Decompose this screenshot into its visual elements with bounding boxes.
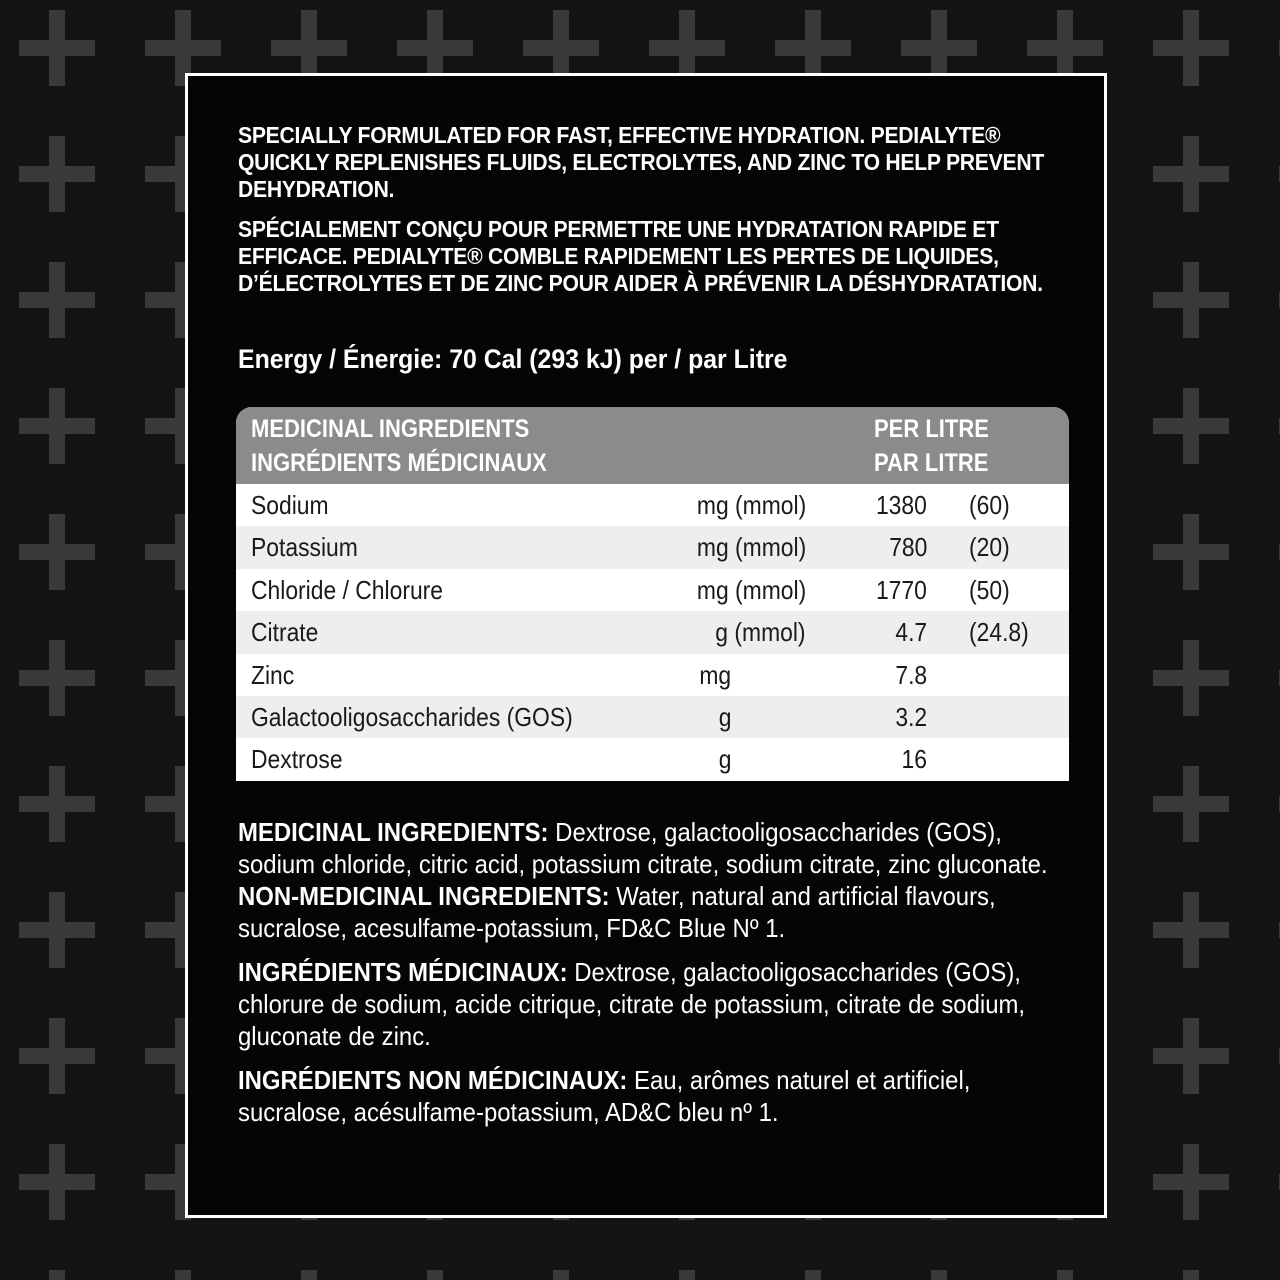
ingredients-label: NON-MEDICINAL INGREDIENTS: bbox=[238, 881, 610, 911]
row-value: 7.8 bbox=[895, 659, 927, 690]
ingredients-text: Eau, arômes naturel et artificiel, sucralose, acésulfame-potassium, AD&C bleu nº 1. bbox=[238, 1065, 971, 1127]
row-unit: mg bbox=[699, 659, 731, 690]
header-ingredients-en: MEDICINAL INGREDIENTS bbox=[251, 415, 530, 443]
table-row bbox=[236, 738, 1069, 780]
row-mmol: (50) bbox=[969, 574, 1010, 605]
row-unit: g (mmol) bbox=[715, 617, 806, 648]
row-name: Galactooligosaccharides (GOS) bbox=[251, 701, 573, 732]
ingredients-text: Water, natural and artificial flavours, sucralose, acesulfame-potassium, FD&C Blue Nº 1. bbox=[238, 881, 996, 943]
row-value: 780 bbox=[888, 532, 927, 563]
ingredients-table bbox=[236, 407, 1069, 781]
header-par-litre: PAR LITRE bbox=[874, 449, 989, 477]
row-name: Dextrose bbox=[251, 744, 343, 775]
row-name: Citrate bbox=[251, 617, 319, 648]
row-name: Zinc bbox=[251, 659, 295, 690]
row-mmol: (24.8) bbox=[969, 617, 1029, 648]
table-row bbox=[236, 526, 1069, 568]
row-name: Potassium bbox=[251, 532, 358, 563]
table-row bbox=[236, 654, 1069, 696]
non-medicinal-ingredients-fr bbox=[238, 1064, 1084, 1128]
energy-line: Energy / Énergie: 70 Cal (293 kJ) per / par Litre bbox=[238, 344, 788, 374]
row-value: 3.2 bbox=[895, 701, 927, 732]
table-row bbox=[236, 696, 1069, 738]
ingredients-label: INGRÉDIENTS MÉDICINAUX: bbox=[238, 957, 568, 987]
row-value: 1380 bbox=[876, 490, 927, 520]
ingredients-text: Dextrose, galactooligosaccharides (GOS), chlorure de sodium, acide citrique, citrate de potassium, citrate de sodium, gluconate de zinc. bbox=[238, 957, 1026, 1051]
medicinal-ingredients-en bbox=[238, 816, 1084, 944]
row-unit: mg (mmol) bbox=[696, 490, 806, 520]
row-mmol: (20) bbox=[969, 532, 1010, 563]
ingredients-label: MEDICINAL INGREDIENTS: bbox=[238, 817, 549, 847]
table-row bbox=[236, 484, 1069, 526]
ingredients-text: Dextrose, galactooligosaccharides (GOS), sodium chloride, citric acid, potassium citrate, sodium citrate, zinc gluconate. bbox=[238, 817, 1048, 879]
row-value: 4.7 bbox=[895, 617, 927, 648]
row-unit: mg (mmol) bbox=[696, 574, 806, 605]
header-per-litre: PER LITRE bbox=[874, 415, 989, 443]
label-content bbox=[238, 122, 1073, 375]
row-unit: g bbox=[718, 701, 731, 732]
intro-french: SPÉCIALEMENT CONÇU POUR PERMETTRE UNE HYDRATATION RAPIDE ET EFFICACE. PEDIALYTE® COMBLE RAPIDEMENT LES PERTES DE LIQUIDES, D’ÉLECTROLYTES ET DE ZINC POUR AIDER À PRÉVENIR LA DÉSHYDRATATION. bbox=[238, 216, 1043, 296]
label-panel bbox=[185, 73, 1107, 1218]
row-value: 16 bbox=[901, 744, 927, 775]
ingredients-label: INGRÉDIENTS NON MÉDICINAUX: bbox=[238, 1065, 628, 1095]
row-value: 1770 bbox=[876, 574, 927, 605]
row-name: Sodium bbox=[251, 490, 329, 520]
row-unit: g bbox=[718, 744, 731, 775]
header-ingredients-fr: INGRÉDIENTS MÉDICINAUX bbox=[251, 449, 547, 477]
row-name: Chloride / Chlorure bbox=[251, 574, 444, 605]
medicinal-ingredients-fr bbox=[238, 956, 1084, 1052]
table-header bbox=[236, 407, 1069, 484]
table-row bbox=[236, 569, 1069, 611]
row-mmol: (60) bbox=[969, 490, 1010, 520]
row-unit: mg (mmol) bbox=[696, 532, 806, 563]
table-row bbox=[236, 611, 1069, 653]
ingredients-section bbox=[238, 816, 1138, 1128]
intro-english: SPECIALLY FORMULATED FOR FAST, EFFECTIVE HYDRATION. PEDIALYTE® QUICKLY REPLENISHES FLUIDS, ELECTROLYTES, AND ZINC TO HELP PREVENT DEHYDRATION. bbox=[238, 122, 1044, 202]
